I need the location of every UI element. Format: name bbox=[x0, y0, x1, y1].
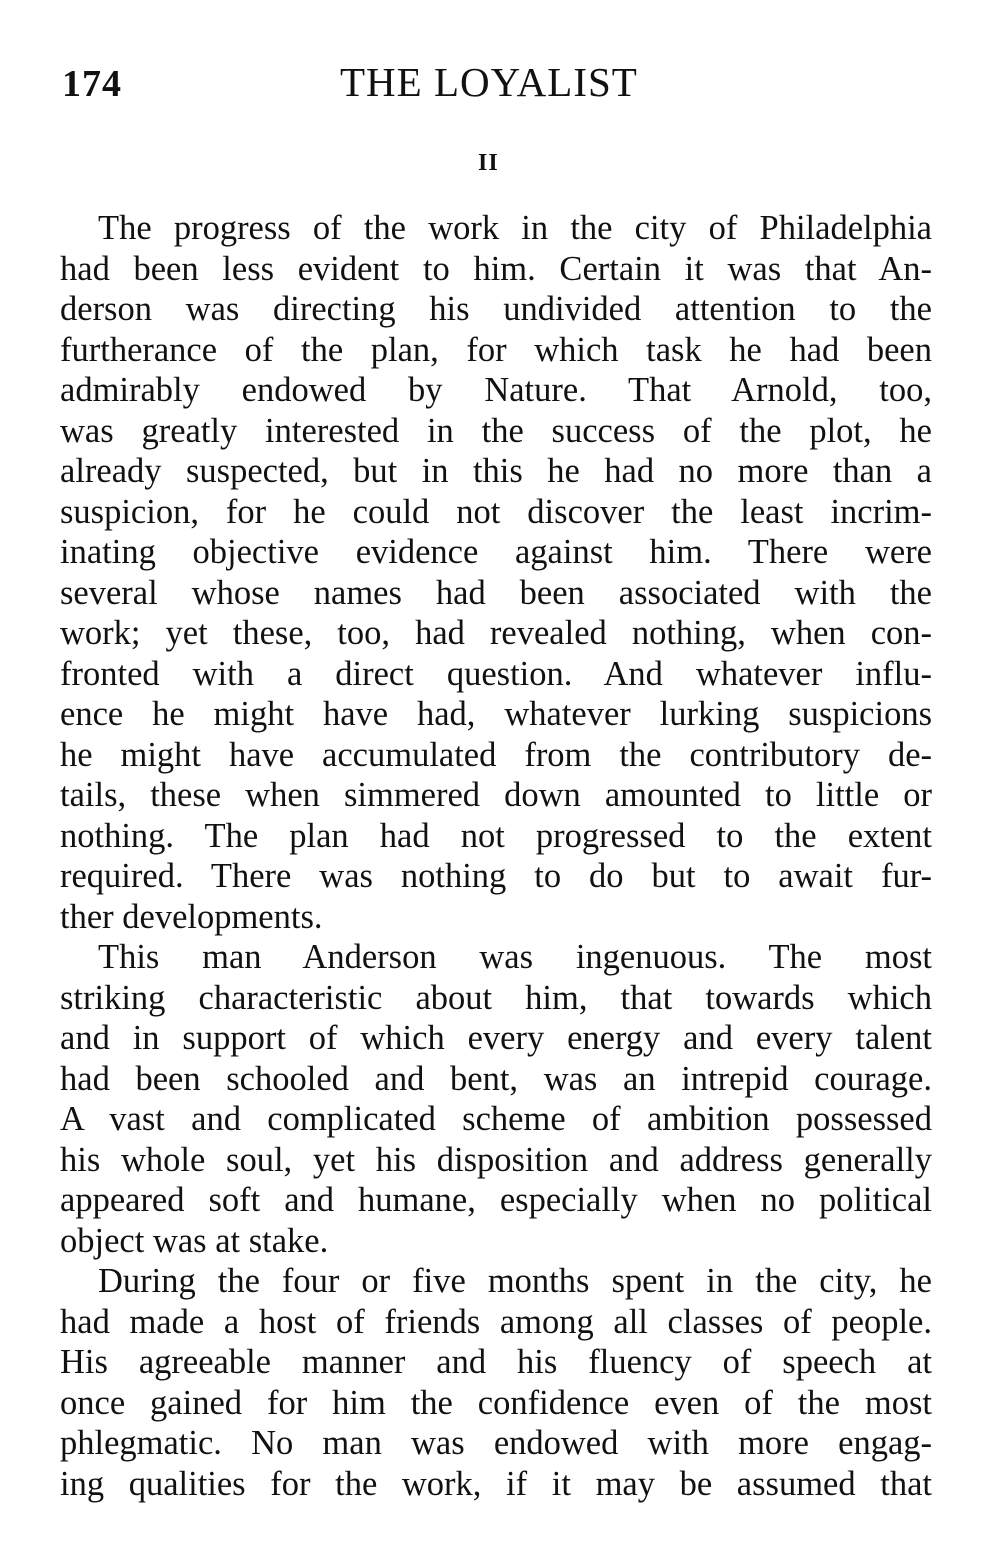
text-line: His agreeable manner and his fluency of speech at bbox=[60, 1343, 932, 1381]
text-line: his whole soul, yet his disposition and address generally bbox=[60, 1140, 932, 1179]
text-line: The progress of the work in the city of Philadelphia bbox=[98, 209, 932, 247]
text-line: ther developments. bbox=[60, 897, 323, 936]
text-line: nothing. The plan had not progressed to the extent bbox=[60, 816, 932, 855]
text-line: fronted with a direct question. And whatever influ- bbox=[60, 654, 932, 693]
text-line: required. There was nothing to do but to await fur- bbox=[60, 857, 932, 895]
body-text bbox=[60, 208, 932, 1504]
text-line: several whose names had been associated with the bbox=[60, 573, 932, 612]
text-line: was greatly interested in the success of the plot, he bbox=[60, 411, 932, 450]
paragraph-2 bbox=[60, 937, 932, 1261]
text-line: had been less evident to him. Certain it was that An- bbox=[60, 249, 932, 288]
text-line: had been schooled and bent, was an intrepid courage. bbox=[60, 1059, 932, 1098]
section-number: II bbox=[478, 150, 499, 176]
text-line: work; yet these, too, had revealed nothing, when con- bbox=[60, 614, 932, 652]
text-line: This man Anderson was ingenuous. The most bbox=[98, 938, 932, 976]
text-line: A vast and complicated scheme of ambition possessed bbox=[60, 1100, 932, 1138]
text-line: furtherance of the plan, for which task he had been bbox=[60, 330, 932, 369]
text-line: ence he might have had, whatever lurking suspicions bbox=[60, 695, 932, 733]
text-line: During the four or five months spent in the city, he bbox=[98, 1262, 932, 1300]
text-line: ing qualities for the work, if it may be assumed that bbox=[60, 1464, 932, 1503]
text-line: once gained for him the confidence even of the most bbox=[60, 1383, 932, 1422]
text-line: phlegmatic. No man was endowed with more engag- bbox=[60, 1424, 932, 1462]
text-line: tails, these when simmered down amounted to little or bbox=[60, 776, 932, 814]
text-line: appeared soft and humane, especially when no political bbox=[60, 1181, 932, 1219]
paragraph-3 bbox=[60, 1261, 932, 1504]
text-line: derson was directing his undivided attention to the bbox=[60, 290, 932, 328]
text-line: suspicion, for he could not discover the least incrim- bbox=[60, 492, 932, 531]
text-line: already suspected, but in this he had no more than a bbox=[60, 452, 932, 490]
paragraph-1 bbox=[60, 208, 932, 937]
text-line: striking characteristic about him, that towards which bbox=[60, 978, 932, 1017]
text-line: admirably endowed by Nature. That Arnold, too, bbox=[60, 371, 932, 409]
running-head-title: THE LOYALIST bbox=[340, 59, 638, 105]
text-line: had made a host of friends among all classes of people. bbox=[60, 1302, 932, 1341]
text-line: and in support of which every energy and every talent bbox=[60, 1019, 932, 1057]
text-line: object was at stake. bbox=[60, 1221, 329, 1260]
text-line: he might have accumulated from the contributory de- bbox=[60, 735, 932, 774]
text-line: inating objective evidence against him. There were bbox=[60, 533, 932, 571]
page-number: 174 bbox=[62, 63, 122, 105]
